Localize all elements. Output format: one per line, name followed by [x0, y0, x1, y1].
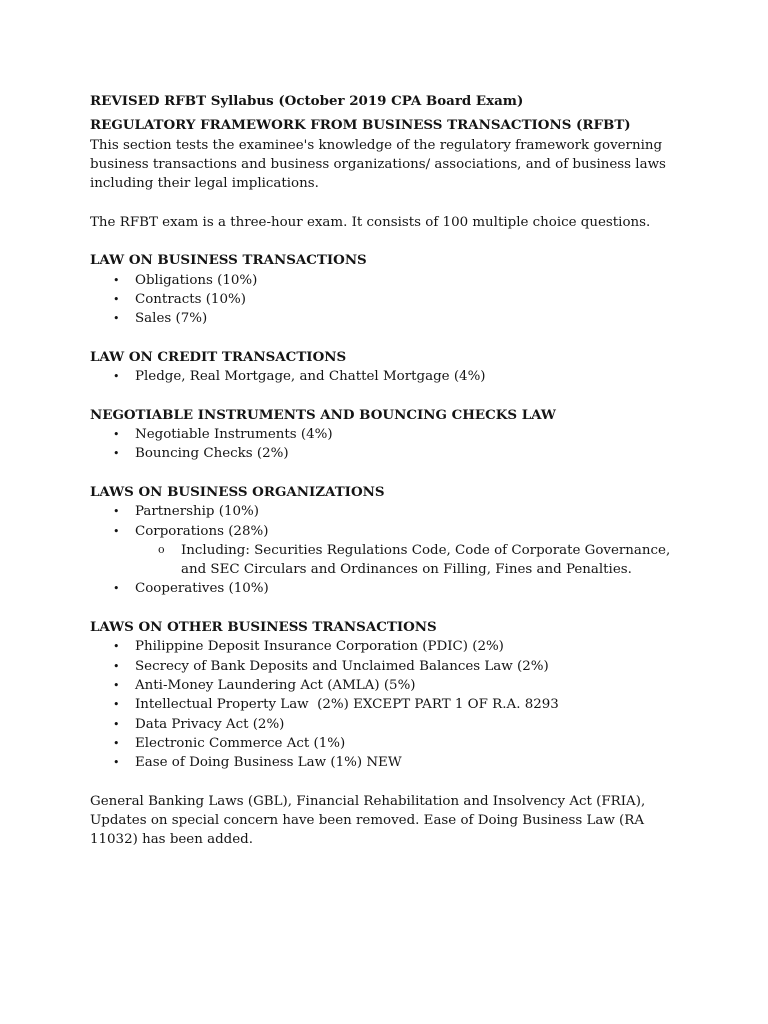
section-heading-business-organizations: LAWS ON BUSINESS ORGANIZATIONS: [90, 483, 385, 500]
sub-bullet-icon: o: [158, 542, 165, 556]
bullet-icon: •: [113, 292, 120, 306]
list-item: • Bouncing Checks (2%): [90, 444, 690, 463]
bullet-icon: •: [113, 524, 120, 538]
section-list-other-business-transactions: [90, 637, 690, 772]
list-item: • Obligations (10%): [90, 271, 690, 290]
bullet-icon: •: [113, 505, 120, 519]
document-page: [90, 92, 690, 850]
section-list-business-organizations: [90, 502, 690, 598]
list-item: • Electronic Commerce Act (1%): [90, 734, 690, 753]
list-item: • Data Privacy Act (2%): [90, 715, 690, 734]
intro-paragraph: This section tests the examinee's knowledge of the regulatory framework governing business transactions and business organizations/ associations, and of business laws including their legal implications.: [90, 137, 666, 192]
bullet-icon: •: [113, 659, 120, 673]
sub-list: [135, 541, 690, 580]
closing-note: General Banking Laws (GBL), Financial Rehabilitation and Insolvency Act (FRIA), Updates on special concern have been removed. Ease of Doing Business Law (RA 11032) has been added.: [90, 793, 646, 848]
list-item: • Secrecy of Bank Deposits and Unclaimed Balances Law (2%): [90, 657, 690, 676]
bullet-icon: •: [113, 447, 120, 461]
bullet-icon: •: [113, 736, 120, 750]
list-item: • Anti-Money Laundering Act (AMLA) (5%): [90, 676, 690, 695]
list-item: • Pledge, Real Mortgage, and Chattel Mortgage (4%): [90, 367, 690, 386]
bullet-icon: •: [113, 273, 120, 287]
section-heading-business-transactions: LAW ON BUSINESS TRANSACTIONS: [90, 252, 367, 269]
list-item: • Intellectual Property Law (2%) EXCEPT PART 1 OF R.A. 8293: [90, 695, 690, 714]
bullet-icon: •: [113, 698, 120, 712]
document-title: REVISED RFBT Syllabus (October 2019 CPA Board Exam): [90, 93, 524, 109]
bullet-icon: •: [113, 428, 120, 442]
bullet-icon: •: [113, 640, 120, 654]
list-item: • Contracts (10%): [90, 290, 690, 309]
sub-list-item: o Including: Securities Regulations Code, Code of Corporate Governance, and SEC Circulars and Ordinances on Filling, Fines and Penalties.: [90, 541, 690, 580]
bullet-icon: •: [113, 370, 120, 384]
list-item: • Sales (7%): [90, 309, 690, 328]
section-list-credit-transactions: [90, 367, 690, 386]
list-item: • Ease of Doing Business Law (1%) NEW: [90, 753, 690, 772]
bullet-icon: •: [113, 312, 120, 326]
section-heading-negotiable-instruments: NEGOTIABLE INSTRUMENTS AND BOUNCING CHECKS LAW: [90, 406, 556, 423]
bullet-icon: •: [113, 756, 120, 770]
bullet-icon: •: [113, 582, 120, 596]
section-list-negotiable-instruments: [90, 425, 690, 464]
bullet-icon: •: [113, 717, 120, 731]
list-item: • Cooperatives (10%): [90, 579, 690, 598]
section-heading-other-business-transactions: LAWS ON OTHER BUSINESS TRANSACTIONS: [90, 619, 437, 636]
list-item: • Corporations (28%) o Including: Securities Regulations Code, Code of Corporate Governance, and SEC Circulars and Ordinances on Filling, Fines and Penalties.: [90, 522, 690, 580]
list-item: • Partnership (10%): [90, 502, 690, 521]
list-item: • Philippine Deposit Insurance Corporation (PDIC) (2%): [90, 637, 690, 656]
section-heading-credit-transactions: LAW ON CREDIT TRANSACTIONS: [90, 348, 347, 365]
bullet-icon: •: [113, 678, 120, 692]
list-item: • Negotiable Instruments (4%): [90, 425, 690, 444]
exam-note: The RFBT exam is a three-hour exam. It consists of 100 multiple choice questions.: [90, 214, 651, 230]
section-list-business-transactions: [90, 271, 690, 329]
intro-heading: REGULATORY FRAMEWORK FROM BUSINESS TRANSACTIONS (RFBT): [90, 117, 631, 134]
